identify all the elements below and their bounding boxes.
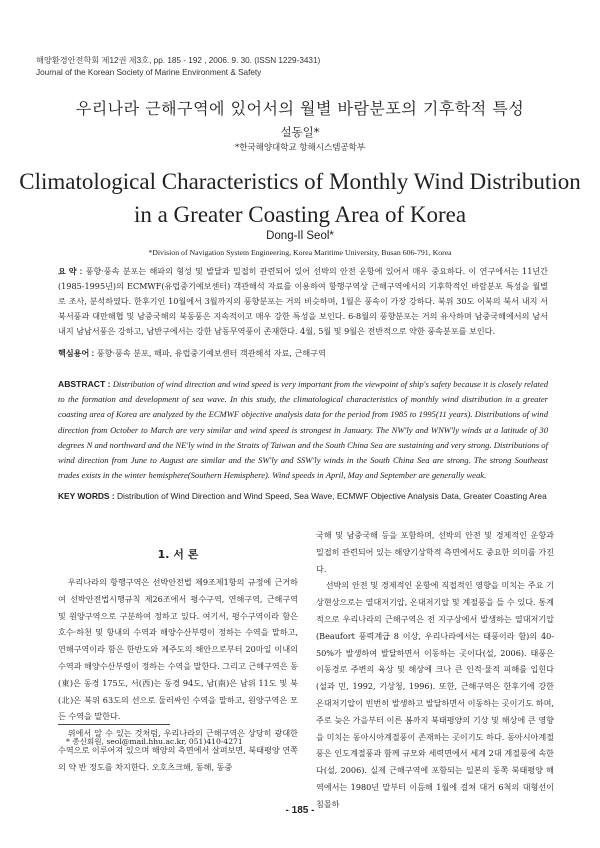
body-left-paragraph-2: 위에서 알 수 있는 것처럼, 우리나라의 근해구역은 상당히 광대한 수역으로 이루어져 있으며 해양의 측면에서 살펴보면, 북태평양 연쪽의 약 반 정도를 차지한다. 오호츠크해, 동해, 동중 bbox=[58, 728, 298, 772]
journal-header-issue: 해양환경안전학회 제12권 제3호, pp. 185 - 192 , 2006. 9. 30. (ISSN 1229-3431) bbox=[36, 56, 321, 65]
footnote-rule bbox=[58, 724, 170, 725]
english-title-line2: in a Greater Coasting Area of Korea bbox=[133, 202, 467, 227]
english-title-line1: Climatological Characteristics of Monthly Wind Distribution bbox=[19, 169, 581, 194]
english-keywords bbox=[58, 489, 548, 504]
english-abstract-label: ABSTRACT : bbox=[58, 379, 111, 389]
journal-header-name: Journal of the Korean Society of Marine Environment & Safety bbox=[36, 68, 262, 77]
english-affiliation: *Division of Navigation System Engineering, Korea Maritime University, Busan 606-791, Korea bbox=[148, 248, 452, 257]
footnote: * 종신회원, seol@mail.hhu.ac.kr, 051)410-4271 bbox=[66, 737, 243, 746]
korean-abstract bbox=[58, 264, 548, 339]
body-right-paragraph-1: 국해 및 남중국해 등을 포함하며, 선박의 안전 및 경제적인 운항과 밀접히 관련되어 있는 해양기상학적 측면에서도 중요한 의미를 가진다. bbox=[316, 530, 554, 574]
korean-abstract-label: 요 약 : bbox=[58, 267, 83, 276]
body-right-column bbox=[316, 527, 554, 813]
english-keywords-text: Distribution of Wind Direction and Wind Speed, Sea Wave, ECMWF Objective Analysis Data, Greater Coasting Area bbox=[116, 491, 547, 501]
section-title-introduction: 1. 서 론 bbox=[157, 548, 199, 561]
english-title bbox=[0, 165, 600, 231]
korean-abstract-text: 풍향·풍속 분포는 해파의 형성 및 발달과 밀접히 관련되어 있어 선박의 안전 운항에 있어서 매우 중요하다. 이 연구에서는 11년간(1985-1995년)의 ECMWF(유럽중기예보센터) 객관해석 자료를 이용하여 항행구역상 근해구역에서의 기후학적인 바람분포 특성을 월별로 조사, 분석하였다. 한후기인 10월에서 3월까지의 풍향분포는 거의 비슷하며, 1월은 풍속이 가장 강하다. 북위 30도 이북의 북서 내지 서북서풍과 대만해협 및 남중국해의 북동풍은 지속적이고 매우 강한 특성을 보인다. 6-8월의 풍향분포는 거의 유사하며 남중국해에서의 남서 내지 남남서풍은 강하고, 남반구에서는 강한 남동무역풍이 존재한다. 4월, 5월 및 9월은 전반적으로 약한 풍속분포를 보인다. bbox=[58, 266, 548, 336]
korean-author: 설동일* bbox=[280, 125, 320, 139]
english-abstract bbox=[58, 377, 548, 483]
page-number: - 185 - bbox=[285, 805, 315, 816]
korean-title: 우리나라 근해구역에 있어서의 월별 바람분포의 기후학적 특성 bbox=[75, 99, 525, 118]
english-author: Dong-Il Seol* bbox=[266, 230, 334, 242]
korean-affiliation: *한국해양대학교 항해시스템공학부 bbox=[234, 143, 366, 153]
body-right-paragraph-2: 선박의 안전 및 경제적인 운항에 직접적인 영향을 미치는 주요 기상현상으로는 열대저기압, 온대저기압 및 계절풍을 들 수 있다. 통계적으로 우리나라의 근해구역은 전 지구상에서 발생하는 열대저기압(Beaufort 풍력계급 8 이상, 우리나라에서는 태풍이라 함)의 40-50%가 발생하여 발달하면서 이동하는 곳이다(설, 2006). 태풍은 이동경로 주변의 육상 및 해상에 크나 큰 인적·물적 피해를 입힌다(설과 민, 1992, 기상청, 1996). 또한, 근해구역은 한후기에 강한 온대저기압이 빈번히 발생하고 발달하면서 이동하는 곳이기도 하며, 주로 늦은 가을부터 이른 봄까지 북태평양의 기상 및 해상에 큰 영향을 미치는 동아시아계절풍이 존재하는 곳이기도 하다. 동아시아계절풍은 인도계절풍과 함께 규모와 세력면에서 세계 2대 계절풍에 속한다(설, 2006). 실제 근해구역에 포함되는 일본의 동쪽 북태평양 해역에서는 1980년 말부터 이듬해 1월에 걸쳐 대거 6척의 대형선이 침몰하 bbox=[316, 580, 554, 809]
korean-keywords-label: 핵심용어 : bbox=[58, 349, 95, 358]
korean-keywords bbox=[58, 346, 548, 361]
english-abstract-text: Distribution of wind direction and wind speed is very important from the viewpoint of ship's safety because it is closely related to the formation and development of sea wave. In this study, the climatological characteristics of monthly wind distribution in a greater coasting area of Korea are analyzed by the ECMWF objective analysis data for the period from 1985 to 1995(11 years). Distributions of wind direction from October to March are very similar and wind speed is strongest in January. The NW'ly and WNW'ly winds at a latitude of 30 degrees N and northward and the NE'ly wind in the Straits of Taiwan and the South China Sea are sustaining and very strong. Distributions of wind direction from June to August are similar and the SW'ly and SSW'ly winds in the South China Sea are strong. The strong Southeast trades exists in the winter hemisphere(Southern Hemisphere). Wind speeds in April, May and September are generally weak. bbox=[58, 379, 548, 481]
body-left-paragraph-1: 우리나라의 항행구역은 선박안전법 제9조제1항의 규정에 근거하여 선박안전법시행규칙 제26조에서 평수구역, 연해구역, 근해구역 및 원양구역으로 구분하여 정하고 있다. 여기서, 평수구역이라 함은 호수·하천 및 항내의 수역과 해양수산부령이 정하는 수역을 말하고, 연해구역이라 함은 한반도와 제주도의 해안으로부터 20마일 이내의 수역과 해양수산부령이 정하는 수역을 말한다. 그리고 근해구역은 동(東)은 동경 175도, 서(西)는 동경 94도, 남(南)은 남위 11도 및 북(北)은 북위 63도의 선으로 둘러싸인 수역을 말하고, 원양구역은 모든 수역을 말한다. bbox=[58, 577, 298, 722]
korean-keywords-text: 풍향·풍속 분포, 해파, 유럽중기예보센터 객관해석 자료, 근해구역 bbox=[96, 348, 326, 358]
english-keywords-label: KEY WORDS : bbox=[58, 491, 115, 501]
